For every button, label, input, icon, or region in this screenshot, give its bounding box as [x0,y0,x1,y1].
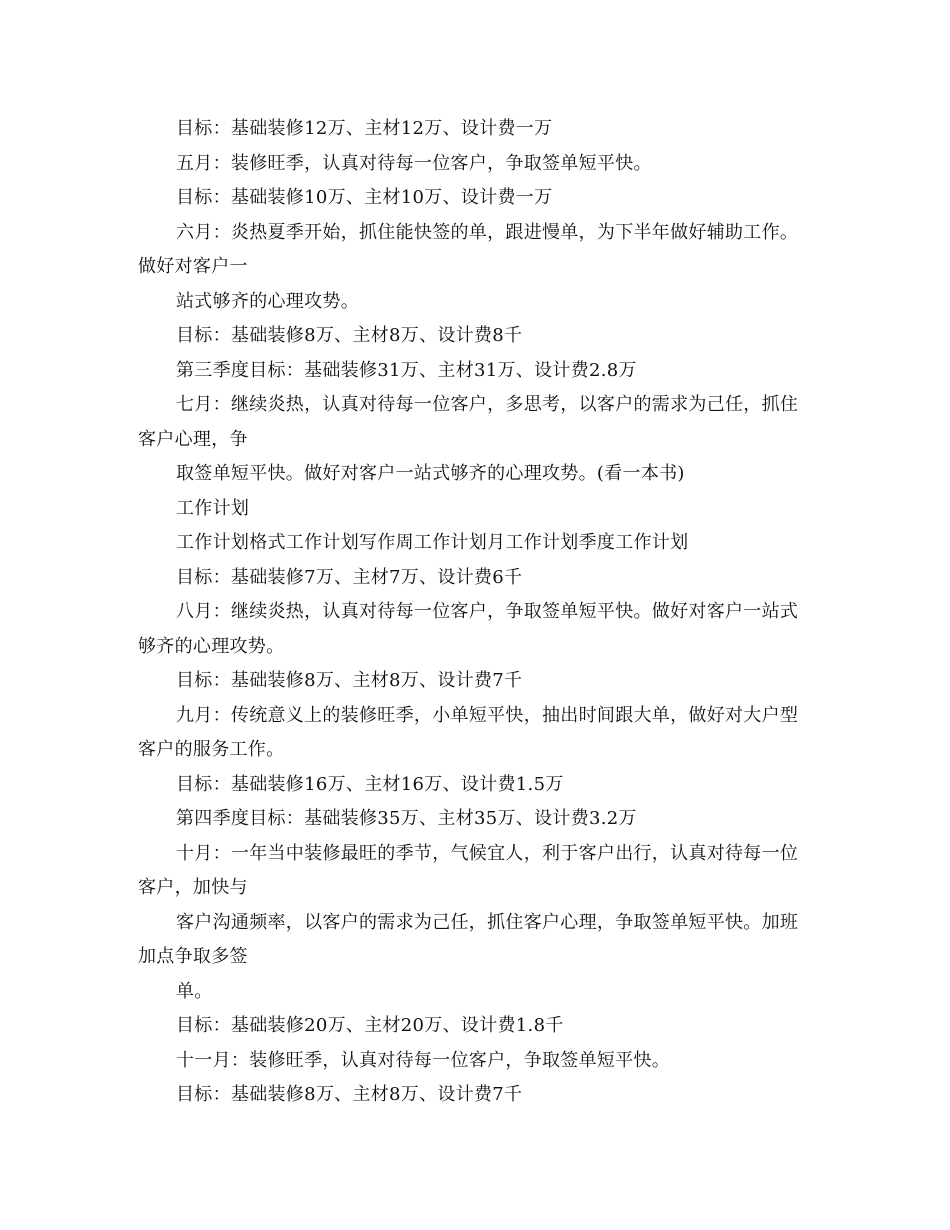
text-line: 站式够齐的心理攻势。 [176,290,359,312]
text-line: 目标：基础装修20万、主材20万、设计费1.8千 [176,1015,564,1036]
text-line: 够齐的心理攻势。 [138,635,285,657]
text-line: 九月：传统意义上的装修旺季，小单短平快，抽出时间跟大单，做好对大户型 [176,704,799,726]
text-line: 第四季度目标：基础装修35万、主材35万、设计费3.2万 [176,808,637,829]
text-line: 做好对客户一 [138,256,248,277]
text-line: 工作计划格式工作计划写作周工作计划月工作计划季度工作计划 [176,532,689,553]
text-line: 五月：装修旺季，认真对待每一位客户，争取签单短平快。 [176,152,652,174]
text-line: 单。 [176,980,213,1002]
text-line: 目标：基础装修10万、主材10万、设计费一万 [176,187,553,208]
text-line: 目标：基础装修12万、主材12万、设计费一万 [176,118,553,139]
text-line: 加点争取多签 [138,946,248,967]
text-line: 客户，加快与 [138,877,248,898]
text-line: 客户沟通频率，以客户的需求为己任，抓住客户心理，争取签单短平快。加班 [176,911,799,933]
text-line: 七月：继续炎热，认真对待每一位客户，多思考，以客户的需求为己任，抓住 [176,394,799,415]
text-line: 十一月：装修旺季，认真对待每一位客户，争取签单短平快。 [176,1049,671,1071]
text-line: 客户的服务工作。 [138,739,285,760]
text-line: 十月：一年当中装修最旺的季节，气候宜人，利于客户出行，认真对待每一位 [176,842,799,864]
text-line: 六月：炎热夏季开始，抓住能快签的单，跟进慢单，为下半年做好辅助工作。 [176,221,799,243]
text-line: 取签单短平快。做好对客户一站式够齐的心理攻势。(看一本书) [176,463,685,484]
text-line: 客户心理，争 [138,428,248,450]
text-line: 目标：基础装修8万、主材8万、设计费7千 [176,670,523,691]
text-line: 工作计划 [176,497,250,519]
text-line: 目标：基础装修8万、主材8万、设计费7千 [176,1084,523,1105]
document-body [138,112,818,1113]
text-line: 八月：继续炎热，认真对待每一位客户，争取签单短平快。做好对客户一站式 [176,601,799,622]
text-line: 目标：基础装修8万、主材8万、设计费8千 [176,325,523,346]
text-line: 目标：基础装修16万、主材16万、设计费1.5万 [176,773,564,795]
text-line: 目标：基础装修7万、主材7万、设计费6千 [176,566,523,588]
text-line: 第三季度目标：基础装修31万、主材31万、设计费2.8万 [176,359,637,381]
